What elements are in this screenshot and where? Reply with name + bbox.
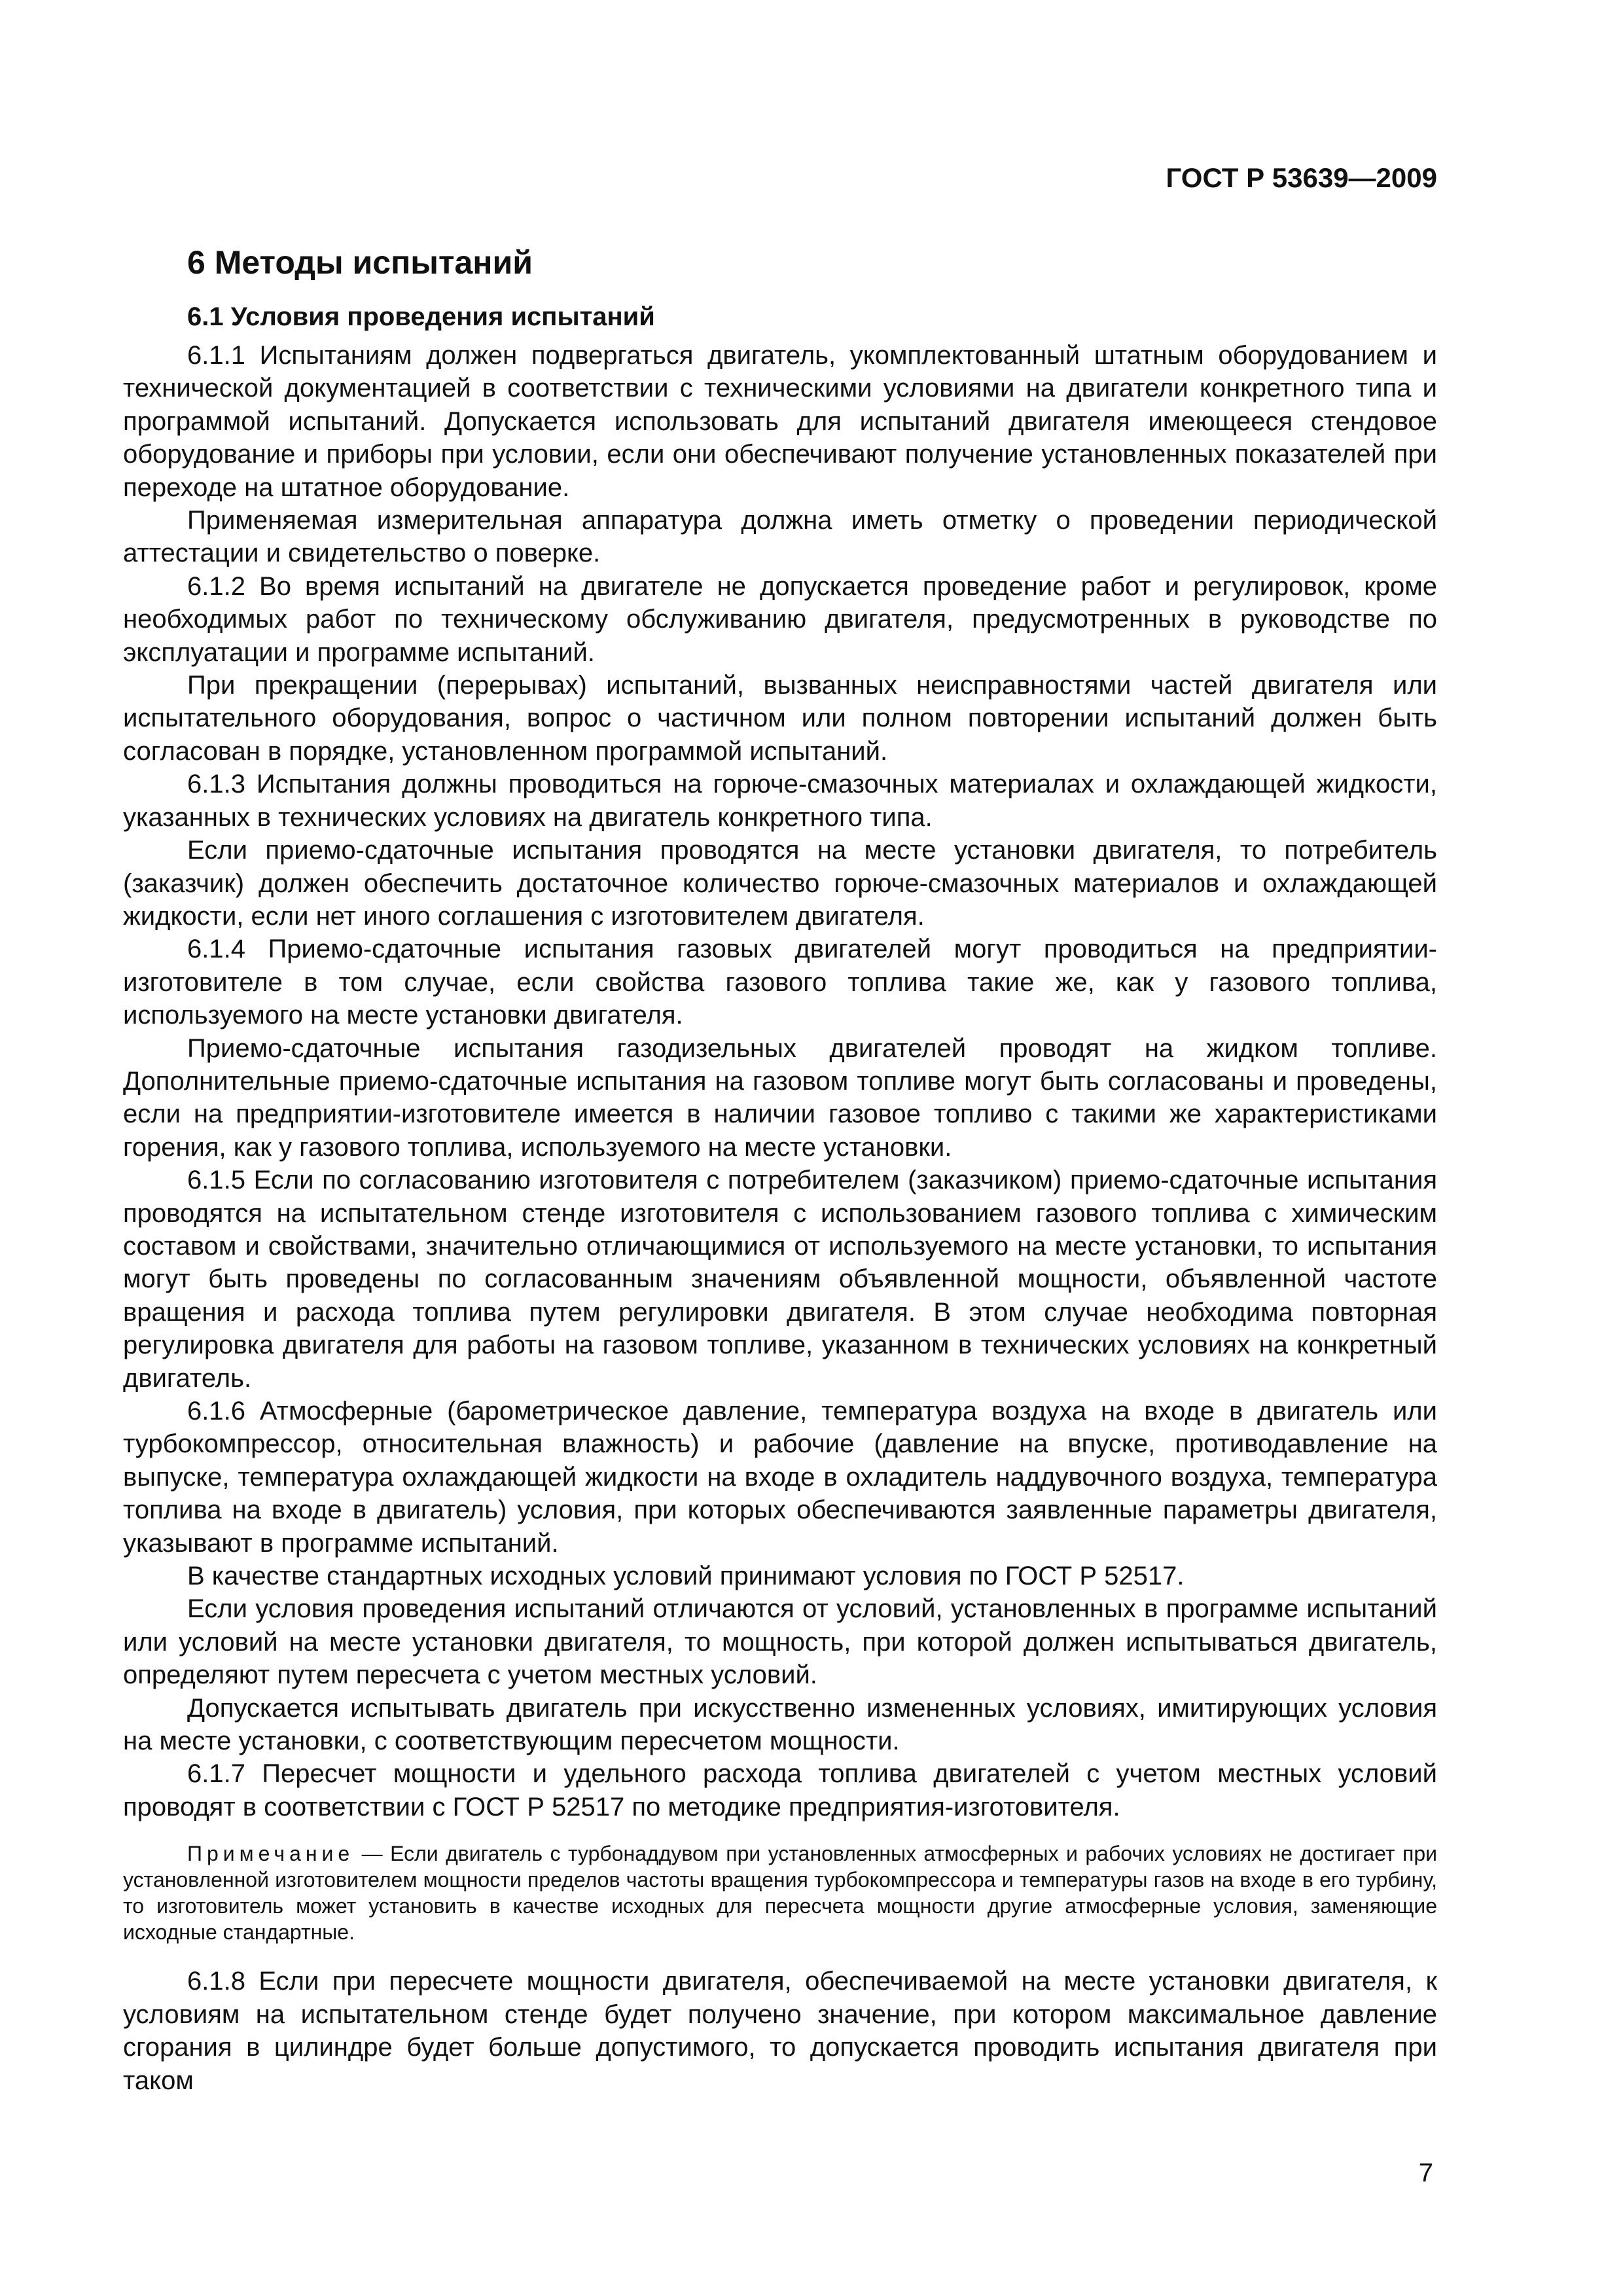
paragraph: Допускается испытывать двигатель при искусственно измененных условиях, имитирующих условия на месте установки, с соответствующим пересчетом мощности. (123, 1693, 1437, 1756)
paragraph: Если приемо-сдаточные испытания проводятся на месте установки двигателя, то потребитель (заказчик) должен обеспечить достаточное количество горюче-смазочных материалов и охлаждающей жидкости, если нет иного соглашения с изготовителем двигателя. (123, 836, 1437, 931)
paragraph: Приемо-сдаточные испытания газодизельных двигателей проводят на жидком топливе. Дополнительные приемо-сдаточные испытания на газовом топливе могут быть согласованы и проведены, если на предприятии-изготовителе имеется в наличии газовое топливо с такими же характеристиками горения, как у газового топлива, используемого на месте установки. (123, 1033, 1437, 1162)
note-text: — Если двигатель с турбонаддувом при установленных атмосферных и рабочих условиях не достигает при установленной изготовителем мощности пределов частоты вращения турбокомпрессора и температуры газов на входе в его турбину, то изготовитель может установить в качестве исходных для пересчета мощности другие атмосферные условия, заменяющие исходные стандартные. (123, 1842, 1438, 1945)
paragraph: 6.1.2 Во время испытаний на двигателе не допускается проведение работ и регулировок, кроме необходимых работ по техническому обслуживанию двигателя, предусмотренных в руководстве по эксплуатации и программе испытаний. (123, 571, 1437, 667)
paragraph: 6.1.8 Если при пересчете мощности двигателя, обеспечиваемой на месте установки двигателя, к условиям на испытательном стенде будет получено значение, при котором максимальное давление сгорания в цилиндре будет больше допустимого, то допускается проводить испытания двигателя при таком (123, 1967, 1437, 2095)
paragraph: 6.1.5 Если по согласованию изготовителя с потребителем (заказчиком) приемо-сдаточные испытания проводятся на испытательном стенде изготовителя с использованием газового топлива с химическим составом и свойствами, значительно отличающимися от используемого на месте установки, то испытания могут быть проведены по согласованным значениям объявленной мощности, объявленной частоте вращения и расхода топлива путем регулировки двигателя. В этом случае необходима повторная регулировка двигателя для работы на газовом топливе, указанном в технических условиях на конкретный двигатель. (123, 1166, 1437, 1393)
paragraph: 6.1.7 Пересчет мощности и удельного расхода топлива двигателей с учетом местных условий проводят в соответствии с ГОСТ Р 52517 по методике предприятия-изготовителя. (123, 1759, 1437, 1821)
section-title: 6 Методы испытаний (187, 244, 533, 281)
paragraph: В качестве стандартных исходных условий принимают условия по ГОСТ Р 52517. (187, 1562, 1185, 1591)
paragraph: 6.1.4 Приемо-сдаточные испытания газовых двигателей могут проводиться на предприятии-изготовителе в том случае, если свойства газового топлива такие же, как у газового топлива, используемого на месте установки двигателя. (123, 935, 1437, 1030)
subsection-title: 6.1 Условия проведения испытаний (187, 302, 655, 331)
paragraph: 6.1.1 Испытаниям должен подвергаться двигатель, укомплектованный штатным оборудованием и технической документацией в соответствии с техническими условиями на двигатели конкретного типа и программой испытаний. Допускается использовать для испытаний двигателя имеющееся стендовое оборудование и приборы при условии, если они обеспечивают получение установленных показателей при переходе на штатное оборудование. (123, 341, 1437, 502)
paragraph: Если условия проведения испытаний отличаются от условий, установленных в программе испытаний или условий на месте установки двигателя, то мощность, при которой должен испытываться двигатель, определяют путем пересчета с учетом местных условий. (123, 1594, 1437, 1690)
document-standard-number: ГОСТ Р 53639—2009 (1166, 162, 1437, 193)
note-label: Примечание (187, 1842, 355, 1866)
note (123, 1840, 1437, 1945)
page-number: 7 (1418, 2159, 1433, 2187)
paragraph: 6.1.3 Испытания должны проводиться на горюче-смазочных материалах и охлаждающей жидкости, указанных в технических условиях на двигатель конкретного типа. (123, 770, 1437, 832)
paragraph: 6.1.6 Атмосферные (барометрическое давление, температура воздуха на входе в двигатель или турбокомпрессор, относительная влажность) и рабочие (давление на впуске, противодавление на выпуске, температура охлаждающей жидкости на входе в охладитель наддувочного воздуха, температура топлива на входе в двигатель) условия, при которых обеспечиваются заявленные параметры двигателя, указывают в программе испытаний. (123, 1397, 1437, 1558)
paragraph: Применяемая измерительная аппаратура должна иметь отметку о проведении периодической аттестации и свидетельство о поверке. (123, 506, 1437, 568)
paragraph: При прекращении (перерывах) испытаний, вызванных неисправностями частей двигателя или испытательного оборудования, вопрос о частичном или полном повторении испытаний должен быть согласован в порядке, установленном программой испытаний. (123, 671, 1437, 766)
body-text (123, 339, 1437, 2097)
